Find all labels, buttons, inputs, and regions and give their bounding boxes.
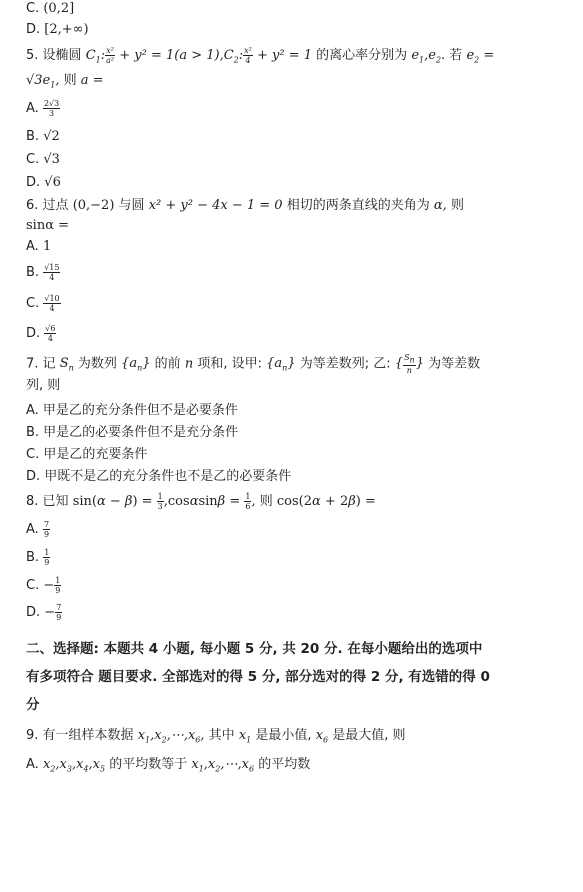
question-6-option-a	[26, 238, 51, 256]
option-text: B. 甲是乙的必要条件但不是充分条件	[26, 425, 239, 440]
question-text: 6. 过点	[26, 198, 69, 213]
question-text: 其中	[208, 728, 235, 743]
question-5-option-a	[26, 99, 60, 118]
option-value: $\frac{√15}{4}$	[44, 263, 60, 282]
question-text: 的前	[154, 356, 181, 372]
question-7-option-c	[26, 446, 147, 464]
question-8-option-c	[26, 576, 61, 595]
option-text: 的平均数等于	[109, 757, 188, 772]
option-value: √6	[44, 175, 61, 190]
section-2-heading-end: 分	[26, 697, 40, 713]
question-text: 相切的两条直线的夹角为	[286, 198, 430, 213]
formula-n: n	[184, 356, 194, 372]
question-7-option-d	[26, 468, 291, 486]
question-6-option-c	[26, 294, 61, 313]
question-7-option-a	[26, 402, 238, 420]
option-value: $\frac{1}{9}$	[44, 548, 50, 567]
option-value: √2	[43, 129, 60, 144]
question-6-stem	[26, 197, 464, 215]
question-text: 的离心率分别为	[316, 48, 408, 63]
question-9-stem	[26, 727, 406, 750]
formula-x6: $x_6$	[315, 728, 329, 745]
option-d-previous	[26, 21, 89, 39]
formula-samples: $x_1,x_2,\cdots,x_6$,	[137, 728, 205, 745]
formula-x2-x5: $x_2,x_3,x_4,x_5$	[42, 757, 106, 774]
option-label: B.	[26, 265, 40, 280]
question-7-stem	[26, 353, 480, 378]
question-8-option-b	[26, 548, 50, 567]
question-text: 则	[259, 494, 273, 509]
question-text: 7. 记	[26, 356, 56, 372]
section-2-heading-cont: 有多项符合 题目要求. 全部选对的得 5 分, 部分选对的得 2 分, 有选错的得 0	[26, 669, 490, 685]
formula-given: sin(α − β) = $\frac{1}{3}$ ,cosαsinβ = $\frac{1}{6}$ ,	[72, 492, 256, 511]
option-value: $\frac{2√3}{3}$	[43, 99, 60, 118]
option-label: A.	[26, 522, 39, 537]
option-label: D.	[26, 326, 41, 341]
question-7-stem-cont	[26, 377, 60, 395]
option-value: [2,+∞)	[44, 22, 89, 37]
question-6-option-d	[26, 324, 56, 343]
formula-an: $\{a_n\}$	[121, 356, 151, 373]
question-text: 为数列	[77, 356, 117, 372]
question-text: 8. 已知	[26, 494, 69, 509]
option-label: D.	[26, 605, 41, 620]
section-2-heading: 二、选择题: 本题共 4 小题, 每小题 5 分, 共 20 分. 在每小题给出的选项中	[26, 641, 483, 657]
question-text: 列, 则	[26, 378, 61, 393]
question-5-stem-cont	[26, 72, 104, 95]
question-6-stem-cont	[26, 217, 69, 235]
question-text: 则	[450, 198, 464, 213]
question-text: 是最小值,	[255, 728, 312, 743]
question-5-option-b	[26, 128, 60, 146]
formula-target: cos(2α + 2β) =	[276, 494, 376, 509]
formula-x1: $x_1$	[238, 728, 252, 745]
option-value: $\frac{7}{9}$	[43, 520, 50, 539]
question-text: 9. 有一组样本数据	[26, 728, 134, 743]
question-6-option-b	[26, 263, 60, 282]
option-value: $\frac{√6}{4}$	[45, 324, 56, 343]
formula-a-eq: a =	[80, 73, 104, 88]
option-label: C.	[26, 1, 40, 16]
option-label: C.	[26, 578, 40, 593]
formula-point: (0,−2)	[72, 198, 115, 213]
option-label: A.	[26, 757, 39, 772]
question-text: 5. 设椭圆	[26, 48, 82, 63]
option-value: − $\frac{1}{9}$	[43, 576, 61, 595]
question-8-option-d	[26, 603, 62, 622]
question-text: 项和, 设甲:	[197, 356, 262, 372]
option-label: A.	[26, 101, 39, 116]
option-value: $\frac{√10}{4}$	[44, 294, 60, 313]
option-label: D.	[26, 22, 41, 37]
option-c-previous	[26, 0, 74, 18]
question-text: 为等差数列; 乙:	[299, 356, 391, 372]
option-value: 1	[42, 239, 52, 254]
option-value: √3	[43, 152, 60, 167]
option-label: D.	[26, 175, 41, 190]
question-text: 与圆	[118, 198, 145, 213]
option-value: (0,2]	[43, 1, 75, 16]
question-text: 则	[63, 73, 77, 88]
formula-sn: $S_n$	[59, 356, 74, 373]
formula-e2: $e_2$ =	[466, 48, 495, 65]
formula-an-2: $\{a_n\}$	[266, 356, 296, 373]
formula-circle: x² + y² − 4x − 1 = 0	[148, 198, 283, 213]
option-label: C.	[26, 296, 40, 311]
formula-c1: $C_1$: $\frac{\text{x²}}{\text{a²}}$ + $y^2 = 1(a > 1),C_2$: $\frac{\text{x²}}{4}$ + y² = 1	[85, 46, 313, 65]
option-text: 的平均数	[258, 757, 311, 772]
option-text: C. 甲是乙的充要条件	[26, 447, 148, 462]
option-text: A. 甲是乙的充分条件但不是必要条件	[26, 403, 238, 418]
question-text: 是最大值, 则	[332, 728, 406, 743]
question-text: . 若	[441, 48, 463, 63]
formula-alpha: α,	[433, 198, 447, 213]
option-label: B.	[26, 129, 40, 144]
formula-x1-x6: $x_1,x_2,\cdots,x_6$	[191, 757, 255, 774]
option-text: D. 甲既不是乙的充分条件也不是乙的必要条件	[26, 469, 292, 484]
formula-sqrt3e1: $√3e_1$,	[26, 73, 60, 90]
option-value: − $\frac{7}{9}$	[44, 603, 62, 622]
question-8-stem	[26, 492, 376, 511]
option-label: A.	[26, 239, 39, 254]
formula-sinalpha: sinα =	[26, 218, 70, 233]
question-9-option-a	[26, 756, 310, 779]
question-5-option-c	[26, 151, 60, 169]
formula-sn-over-n: { $\frac{S_n}{n}$ }	[394, 353, 424, 375]
question-5-option-d	[26, 174, 61, 192]
option-label: B.	[26, 550, 40, 565]
question-5-stem	[26, 46, 494, 70]
question-7-option-b	[26, 424, 238, 442]
question-text: 为等差数	[428, 356, 481, 372]
formula-e1e2: $e_1,e_2$	[411, 48, 442, 65]
question-8-option-a	[26, 520, 50, 539]
option-label: C.	[26, 152, 40, 167]
